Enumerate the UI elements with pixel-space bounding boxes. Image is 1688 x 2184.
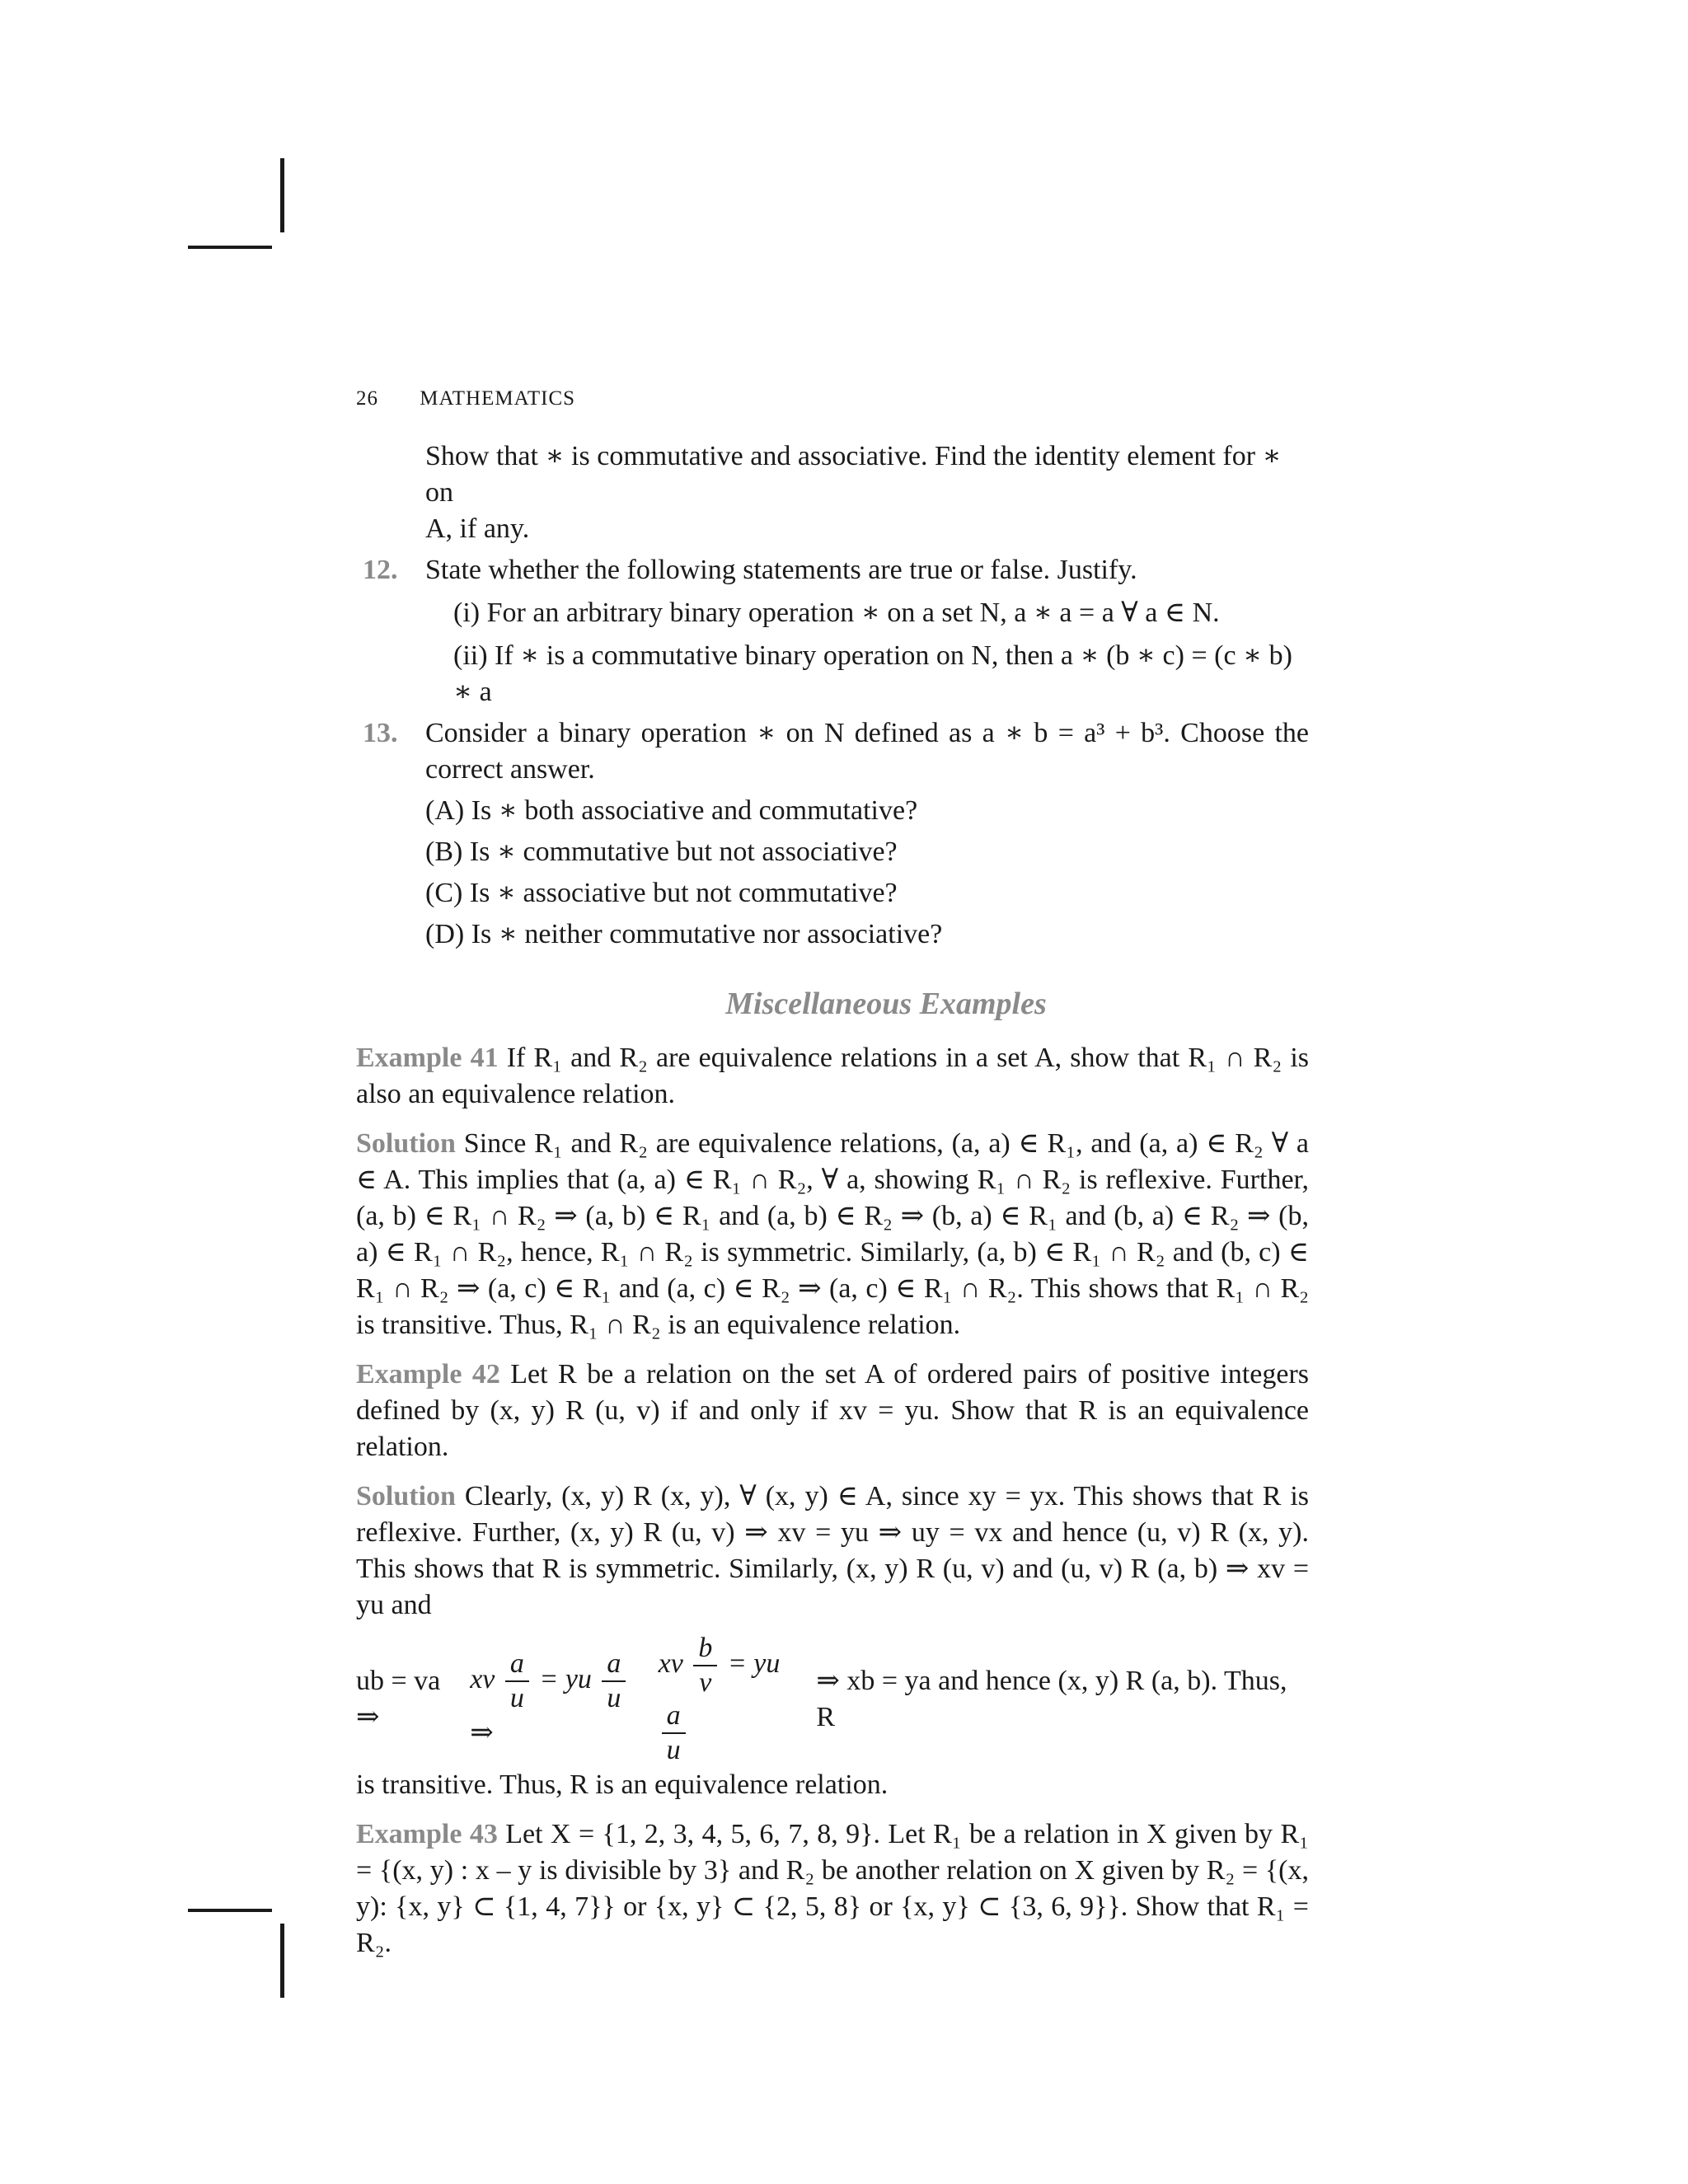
question-text: State whether the following statements are true or false. Justify.	[425, 555, 1137, 585]
question-number: 12.	[363, 555, 398, 585]
denominator: u	[607, 1683, 621, 1713]
formula-xv: xv	[470, 1663, 495, 1694]
formula-start: ub = va ⇒	[356, 1666, 441, 1732]
statement-ii: (ii) If ∗ is a commutative binary operation on N, then a ∗ (b ∗ c) = (c ∗ b) ∗ a	[453, 640, 1292, 707]
solution-42	[356, 1479, 1309, 1624]
denominator: u	[509, 1683, 524, 1713]
example-43	[356, 1816, 1309, 1961]
example-41	[356, 1040, 1309, 1113]
numerator: a	[505, 1647, 529, 1682]
solution-41	[356, 1126, 1309, 1343]
running-title: MATHEMATICS	[420, 387, 576, 410]
option-b: (B) Is ∗ commutative but not associative?	[425, 837, 898, 867]
continued-line-1: Show that ∗ is commutative and associative. Find the identity element for ∗ on	[425, 441, 1282, 508]
numerator: a	[602, 1647, 626, 1682]
example-text: Let R be a relation on the set A of ordered pairs of positive integers defined by (x, y) R (u, v) if and only if xv = yu. Show that R is an equivalence relation.	[356, 1359, 1310, 1462]
example-42	[356, 1357, 1309, 1465]
fraction-3	[693, 1632, 717, 1699]
question-number: 13.	[363, 718, 398, 748]
crop-mark-top-horizontal	[188, 246, 272, 249]
formula-implies: ⇒	[470, 1718, 494, 1748]
solution-label: Solution	[356, 1128, 456, 1159]
solution-42-end: is transitive. Thus, R is an equivalence relation.	[356, 1769, 889, 1800]
option-d: (D) Is ∗ neither commutative nor associative?	[425, 919, 943, 949]
fraction-4	[662, 1699, 686, 1767]
example-text: If R₁ and R₂ are equivalence relations in a set A, show that R₁ ∩ R₂ is also an equivalence relation.	[356, 1043, 1310, 1109]
statement-i: (i) For an arbitrary binary operation ∗ on a set N, a ∗ a = a ∀ a ∈ N.	[453, 598, 1220, 628]
solution-text: Clearly, (x, y) R (x, y), ∀ (x, y) ∈ A, since xy = yx. This shows that R is reflexive. Further, (x, y) R (u, v) ⇒ xv = yu ⇒ uy = vx and hence (u, v) R (x, y). This shows that R is symmetric. Similarly, (x, y) R (u, v) and (u, v) R (a, b) ⇒ xv = yu and	[356, 1481, 1310, 1620]
fraction-formula-line	[356, 1632, 1309, 1767]
numerator: b	[693, 1632, 717, 1666]
question-13	[356, 715, 1309, 953]
option-c: (C) Is ∗ associative but not commutative?	[425, 878, 898, 908]
page-content	[356, 387, 1309, 1961]
option-a: (A) Is ∗ both associative and commutative?	[425, 795, 918, 826]
fraction-2	[602, 1647, 626, 1715]
denominator: u	[666, 1735, 681, 1765]
running-header	[356, 387, 1309, 412]
formula-eq-yu-2: = yu	[727, 1647, 781, 1679]
formula-xv-2: xv	[658, 1647, 683, 1679]
continued-line-2: A, if any.	[425, 513, 530, 544]
example-label: Example 41	[356, 1043, 499, 1073]
example-label: Example 42	[356, 1359, 500, 1390]
crop-mark-top-vertical	[280, 158, 284, 232]
formula-rest: ⇒ xb = ya and hence (x, y) R (a, b). Thus, R	[816, 1666, 1287, 1732]
continued-question-text	[356, 438, 1309, 547]
crop-mark-bottom-vertical	[280, 1924, 284, 1998]
denominator: v	[699, 1667, 712, 1698]
page-number: 26	[356, 387, 378, 410]
crop-mark-bottom-horizontal	[188, 1909, 272, 1912]
section-title: Miscellaneous Examples	[725, 987, 1047, 1021]
fraction-1	[505, 1647, 529, 1715]
question-12	[356, 552, 1309, 710]
example-label: Example 43	[356, 1819, 498, 1849]
question-text: Consider a binary operation ∗ on N defined as a ∗ b = a³ + b³. Choose the correct answer.	[425, 718, 1309, 785]
example-text: Let X = {1, 2, 3, 4, 5, 6, 7, 8, 9}. Let R₁ be a relation in X given by R₁ = {(x, y) : x – y is divisible by 3} and R₂ be another relation on X given by R₂ = {(x, y): {x, y} ⊂ {1, 4, 7}} or {x, y} ⊂ {2, 5, 8} or {x, y} ⊂ {3, 6, 9}}. Show that R₁ = R₂.	[356, 1819, 1310, 1958]
solution-text: Since R₁ and R₂ are equivalence relations, (a, a) ∈ R₁, and (a, a) ∈ R₂ ∀ a ∈ A. This implies that (a, a) ∈ R₁ ∩ R₂, ∀ a, showing R₁ ∩ R₂ is reflexive. Further, (a, b) ∈ R₁ ∩ R₂ ⇒ (a, b) ∈ R₁ and (a, b) ∈ R₂ ⇒ (b, a) ∈ R₁ and (b, a) ∈ R₂ ⇒ (b, a) ∈ R₁ ∩ R₂, hence, R₁ ∩ R₂ is symmetric. Similarly, (a, b) ∈ R₁ ∩ R₂ and (b, c) ∈ R₁ ∩ R₂ ⇒ (a, c) ∈ R₁ and (a, c) ∈ R₂ ⇒ (a, c) ∈ R₁ ∩ R₂. This shows that R₁ ∩ R₂ is transitive. Thus, R₁ ∩ R₂ is an equivalence relation.	[356, 1128, 1310, 1340]
solution-label: Solution	[356, 1481, 456, 1511]
numerator: a	[662, 1699, 686, 1734]
formula-eq-yu: = yu	[539, 1663, 592, 1694]
